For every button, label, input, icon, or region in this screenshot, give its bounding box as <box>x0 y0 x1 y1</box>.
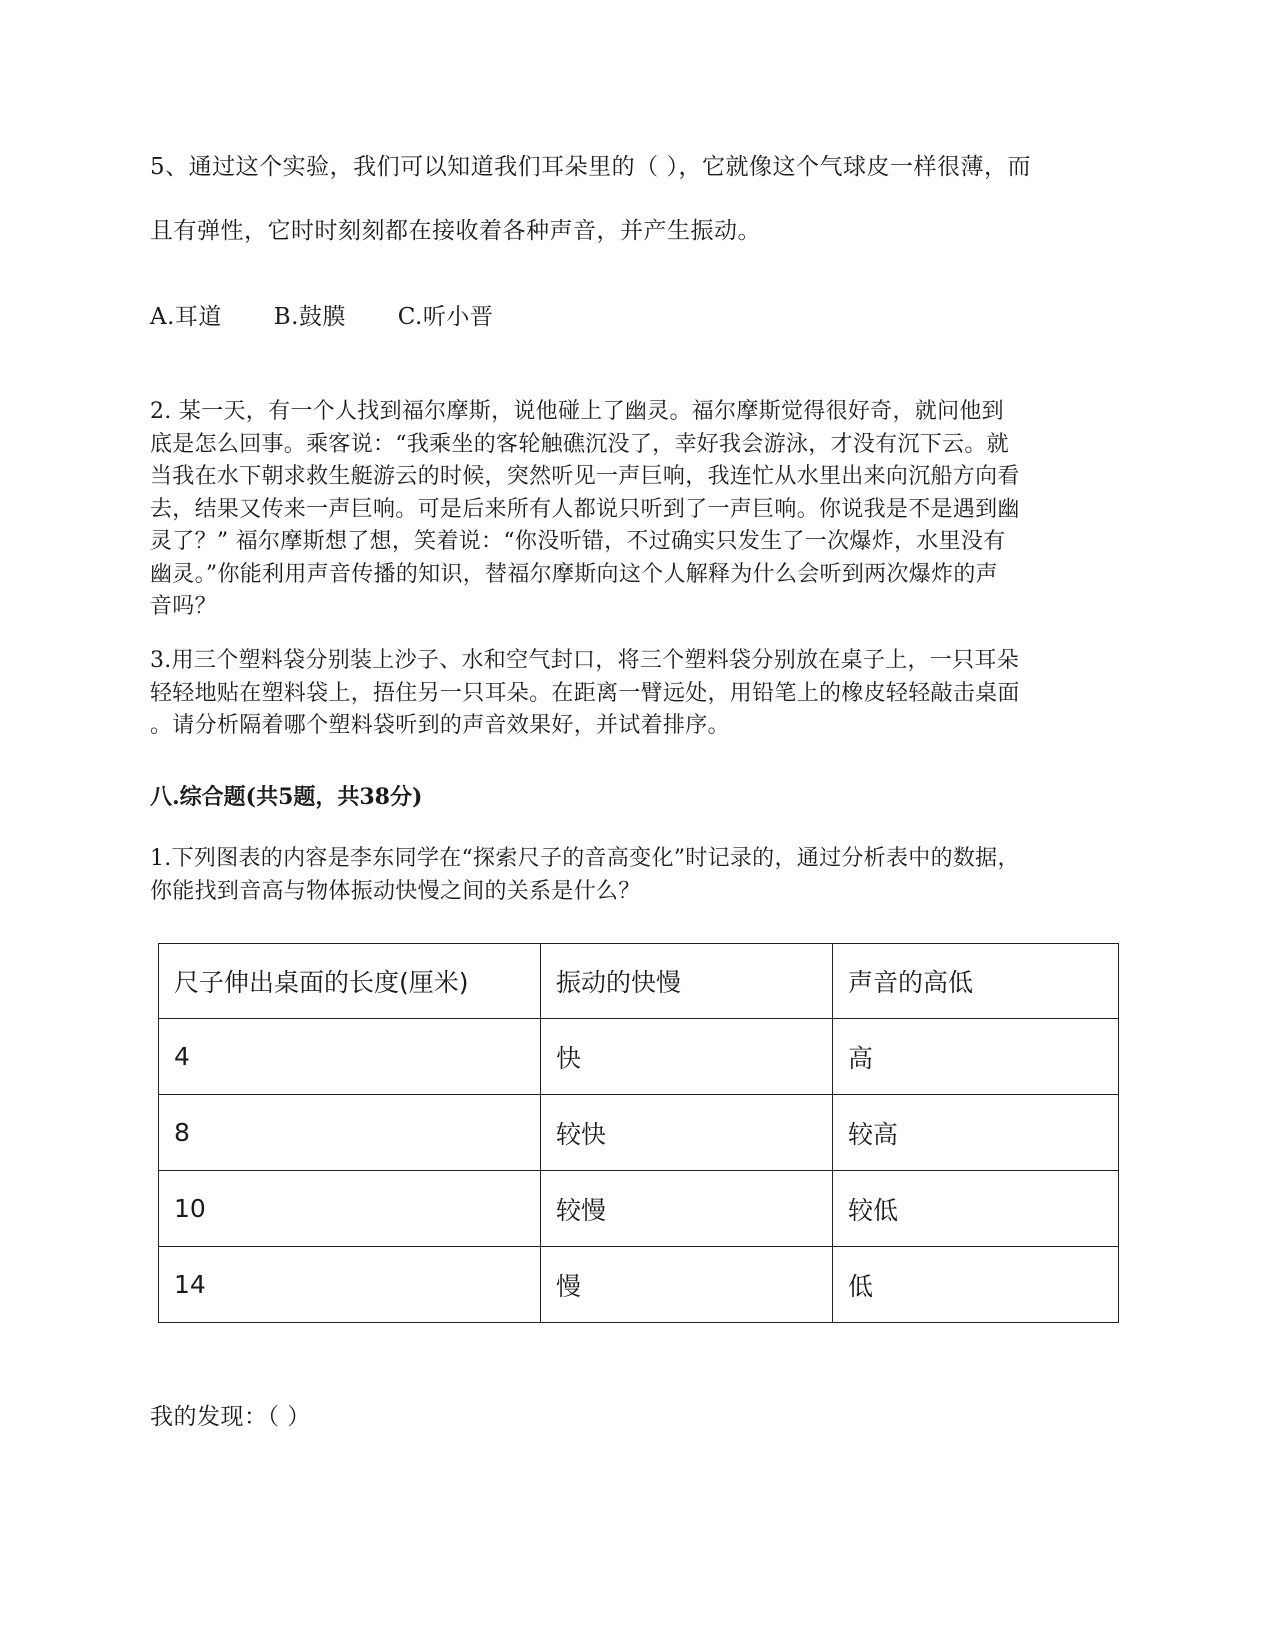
table-row <box>159 1247 1119 1323</box>
q2-line: 去，结果又传来一声巨响。可是后来所有人都说只听到了一声巨响。你说我是不是遇到幽 <box>150 496 1020 522</box>
q5-line-1: 5、通过这个实验，我们可以知道我们耳朵里的（ ），它就像这个气球皮一样很薄，而 <box>150 154 1031 180</box>
ruler-pitch-table <box>158 943 1119 1323</box>
option-c: C.听小晋 <box>397 304 494 330</box>
q2-line: 灵了？” 福尔摩斯想了想，笑着说：“你没听错，不过确实只发生了一次爆炸，水里没有 <box>150 529 1006 554</box>
q3-line: 。请分析隔着哪个塑料袋听到的声音效果好，并试着排序。 <box>150 713 730 738</box>
q2-line: 底是怎么回事。乘客说：“我乘坐的客轮触礁沉没了，幸好我会游泳，才没有沉下云。就 <box>150 431 1009 457</box>
q2-line: 幽灵。”你能利用声音传播的知识，替福尔摩斯向这个人解释为什么会听到两次爆炸的声 <box>150 561 998 587</box>
header-length: 尺子伸出桌面的长度(厘米) <box>159 944 541 1019</box>
cell-length: 8 <box>159 1095 541 1171</box>
q5-options <box>150 298 493 331</box>
q2-paragraph <box>150 396 1130 624</box>
q2-line: 2. 某一天，有一个人找到福尔摩斯，说他碰上了幽灵。福尔摩斯觉得很好奇，就问他到 <box>150 399 1004 424</box>
cell-length: 4 <box>159 1019 541 1095</box>
q1-line: 1.下列图表的内容是李东同学在“探索尺子的音高变化”时记录的，通过分析表中的数据， <box>150 846 1020 871</box>
finding-answer-line: 我的发现：（ ） <box>150 1404 311 1430</box>
cell-vibration: 慢 <box>541 1247 833 1323</box>
q1-line: 你能找到音高与物体振动快慢之间的关系是什么？ <box>150 878 641 904</box>
cell-length: 14 <box>159 1247 541 1323</box>
q1-paragraph <box>150 843 1130 908</box>
table-row <box>159 1171 1119 1247</box>
q5-line-2: 且有弹性，它时时刻刻都在接收着各种声音，并产生振动。 <box>150 218 761 244</box>
section-heading: 八.综合题(共5题，共38分) <box>150 784 423 810</box>
q2-line: 当我在水下朝求救生艇游云的时候，突然听见一声巨响，我连忙从水里出来向沉船方向看 <box>150 464 1020 489</box>
q2-line: 音吗？ <box>150 594 217 619</box>
table-row <box>159 1019 1119 1095</box>
table-row <box>159 1095 1119 1171</box>
cell-vibration: 较快 <box>541 1095 833 1171</box>
cell-pitch: 较低 <box>833 1171 1119 1247</box>
cell-vibration: 较慢 <box>541 1171 833 1247</box>
cell-length: 10 <box>159 1171 541 1247</box>
header-vibration: 振动的快慢 <box>541 944 833 1019</box>
cell-vibration: 快 <box>541 1019 833 1095</box>
cell-pitch: 高 <box>833 1019 1119 1095</box>
cell-pitch: 较高 <box>833 1095 1119 1171</box>
q3-line: 3.用三个塑料袋分别装上沙子、水和空气封口，将三个塑料袋分别放在桌子上，一只耳朵 <box>150 648 1019 673</box>
cell-pitch: 低 <box>833 1247 1119 1323</box>
header-pitch: 声音的高低 <box>833 944 1119 1019</box>
table-header-row <box>159 944 1119 1019</box>
option-a: A.耳道 <box>150 304 222 330</box>
q3-paragraph <box>150 645 1130 743</box>
option-b: B.鼓膜 <box>273 304 346 330</box>
q3-line: 轻轻地贴在塑料袋上，捂住另一只耳朵。在距离一臂远处，用铅笔上的橡皮轻轻敲击桌面 <box>150 680 1020 706</box>
